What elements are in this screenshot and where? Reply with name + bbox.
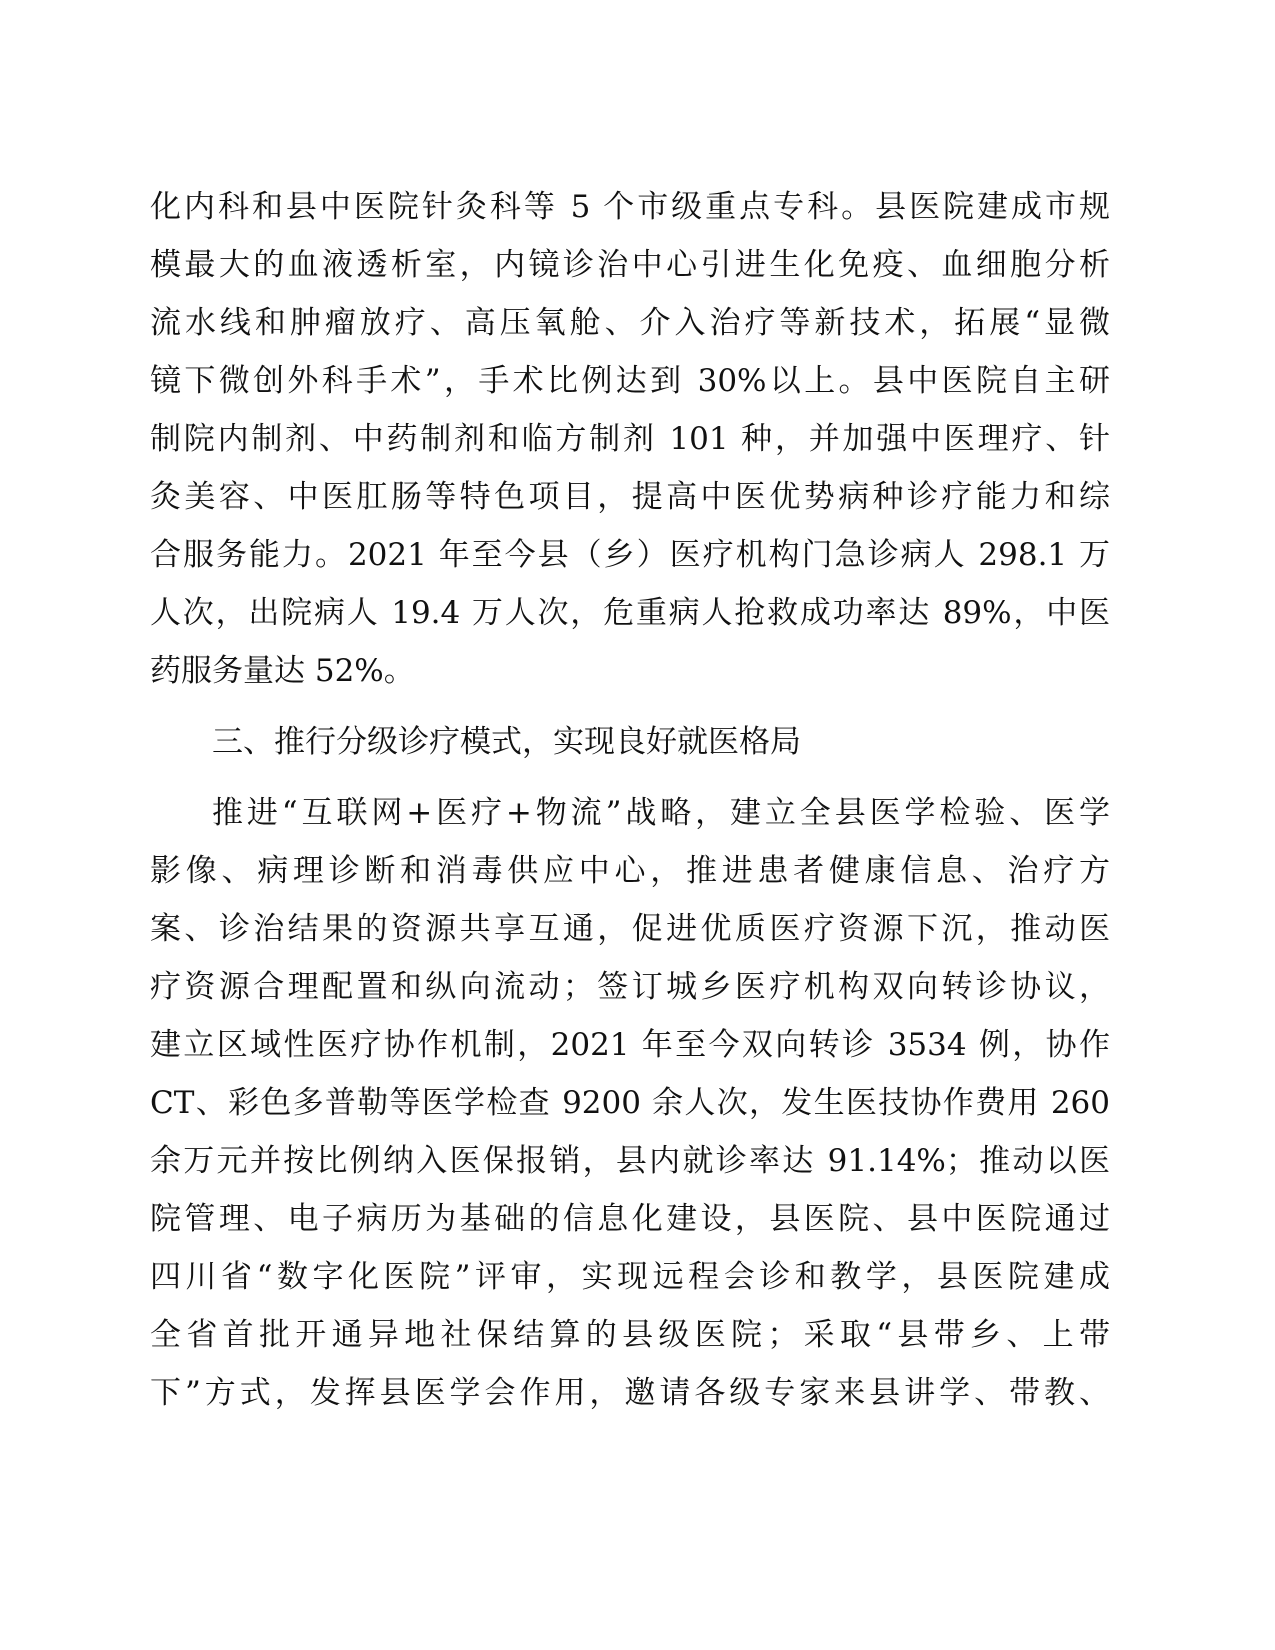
text-line: 药服务量达 52%。 xyxy=(150,653,415,689)
text-line: 化内科和县中医院针灸科等 5 个市级重点专科。县医院建成市规 xyxy=(150,189,1110,225)
text-line: 院管理、电子病历为基础的信息化建设，县医院、县中医院通过 xyxy=(150,1201,1110,1237)
text-line: CT、彩色多普勒等医学检查 9200 余人次，发生医技协作费用 260 xyxy=(150,1085,1110,1121)
section-heading: 三、推行分级诊疗模式，实现良好就医格局 xyxy=(212,724,801,760)
paragraph-specialties xyxy=(150,178,1110,700)
text-line: 模最大的血液透析室，内镜诊治中心引进生化免疫、血细胞分析 xyxy=(150,247,1110,283)
document-page xyxy=(150,178,1110,1422)
text-line: 制院内制剂、中药制剂和临方制剂 101 种，并加强中医理疗、针 xyxy=(150,421,1110,457)
text-line: 人次，出院病人 19.4 万人次，危重病人抢救成功率达 89%，中医 xyxy=(150,595,1110,631)
paragraph-tiered-care xyxy=(150,784,1110,1422)
text-line: 推进“互联网+医疗+物流”战略，建立全县医学检验、医学 xyxy=(212,795,1110,831)
text-line: 下”方式，发挥县医学会作用，邀请各级专家来县讲学、带教、 xyxy=(150,1375,1110,1411)
text-line: 案、诊治结果的资源共享互通，促进优质医疗资源下沉，推动医 xyxy=(150,911,1110,947)
text-line: 建立区域性医疗协作机制，2021 年至今双向转诊 3534 例，协作 xyxy=(150,1027,1110,1063)
text-line: 余万元并按比例纳入医保报销，县内就诊率达 91.14%；推动以医 xyxy=(150,1143,1110,1179)
text-line: 影像、病理诊断和消毒供应中心，推进患者健康信息、治疗方 xyxy=(150,853,1110,889)
text-line: 镜下微创外科手术”，手术比例达到 30%以上。县中医院自主研 xyxy=(150,363,1110,399)
text-line: 全省首批开通异地社保结算的县级医院；采取“县带乡、上带 xyxy=(150,1317,1110,1353)
text-line: 四川省“数字化医院”评审，实现远程会诊和教学，县医院建成 xyxy=(150,1259,1110,1295)
text-line: 流水线和肿瘤放疗、高压氧舱、介入治疗等新技术，拓展“显微 xyxy=(150,305,1110,341)
text-line: 疗资源合理配置和纵向流动；签订城乡医疗机构双向转诊协议， xyxy=(150,969,1110,1005)
text-line: 合服务能力。2021 年至今县（乡）医疗机构门急诊病人 298.1 万 xyxy=(150,537,1110,573)
text-line: 灸美容、中医肛肠等特色项目，提高中医优势病种诊疗能力和综 xyxy=(150,479,1110,515)
